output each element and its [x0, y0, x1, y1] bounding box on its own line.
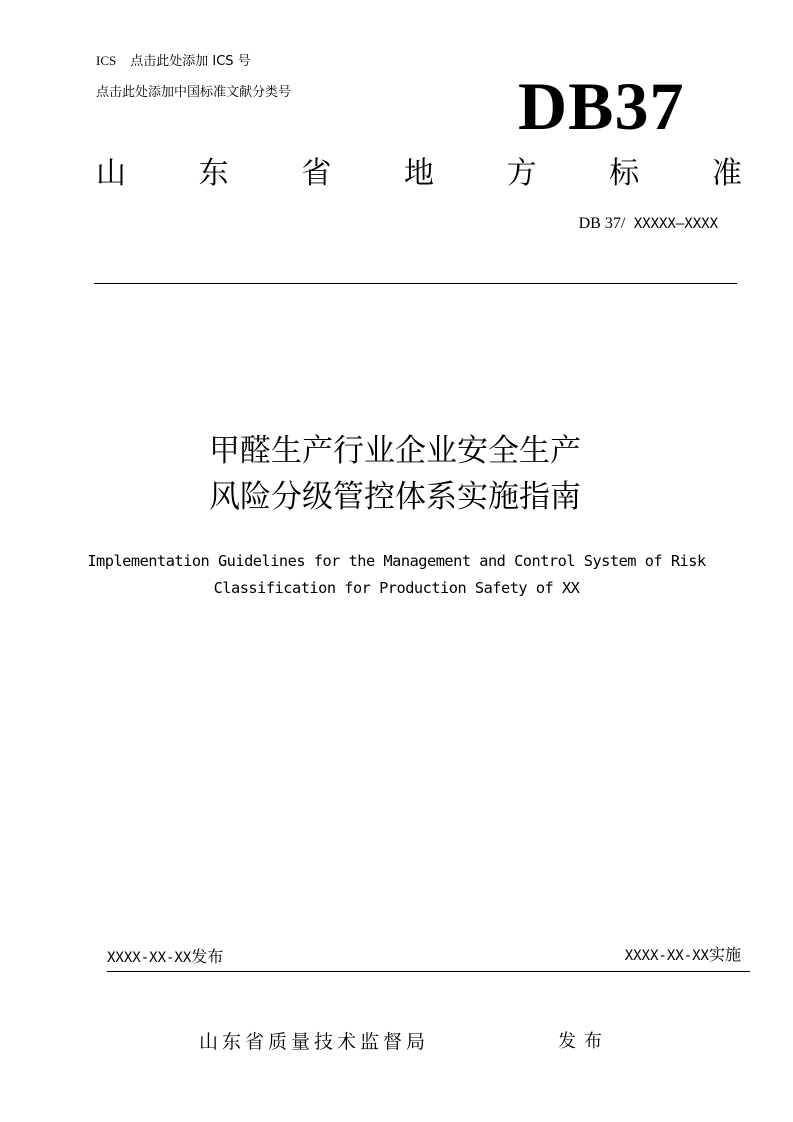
header-divider	[94, 283, 737, 284]
standard-type-char: 标	[609, 156, 640, 191]
ics-placeholder[interactable]: 点击此处添加 ICS 号	[130, 54, 251, 69]
publish-date-label: 发布	[191, 947, 224, 966]
publish-date-value[interactable]: XXXX-XX-XX	[107, 950, 192, 966]
standard-logo: DB37	[518, 68, 685, 144]
standard-number-value[interactable]: XXXXX—XXXX	[625, 216, 718, 232]
ccs-placeholder[interactable]: 点击此处添加中国标准文献分类号	[96, 85, 292, 100]
standard-type-char: 准	[711, 156, 742, 191]
standard-type-char: 地	[403, 156, 434, 191]
ics-line	[96, 50, 251, 69]
standard-number	[579, 215, 718, 233]
footer-divider	[107, 971, 750, 972]
standard-type-char: 省	[301, 156, 332, 191]
standard-type-heading	[96, 152, 742, 196]
standard-type-char: 方	[506, 156, 537, 191]
implement-date-label: 实施	[708, 945, 741, 964]
issuing-authority: 山东省质量技术监督局	[199, 1031, 430, 1053]
implement-date-value[interactable]: XXXX-XX-XX	[624, 948, 709, 964]
title-zh	[0, 428, 793, 520]
implement-date	[625, 942, 741, 965]
standard-type-char: 东	[198, 156, 229, 191]
title-zh-line1[interactable]: 甲醛生产行业企业安全生产	[209, 433, 581, 469]
title-en-line1[interactable]: Implementation Guidelines for the Management and Control System of Risk	[87, 552, 706, 570]
title-zh-line2[interactable]: 风险分级管控体系实施指南	[209, 479, 581, 515]
standard-number-prefix: DB 37/	[578, 215, 626, 232]
title-en-line2[interactable]: Classification for Production Safety of XX	[213, 579, 580, 597]
standard-type-char: 山	[96, 156, 126, 191]
issue-word: 发布	[558, 1031, 610, 1052]
ics-tag: ICS	[96, 53, 117, 68]
title-en	[0, 548, 793, 602]
publish-date	[107, 944, 223, 967]
